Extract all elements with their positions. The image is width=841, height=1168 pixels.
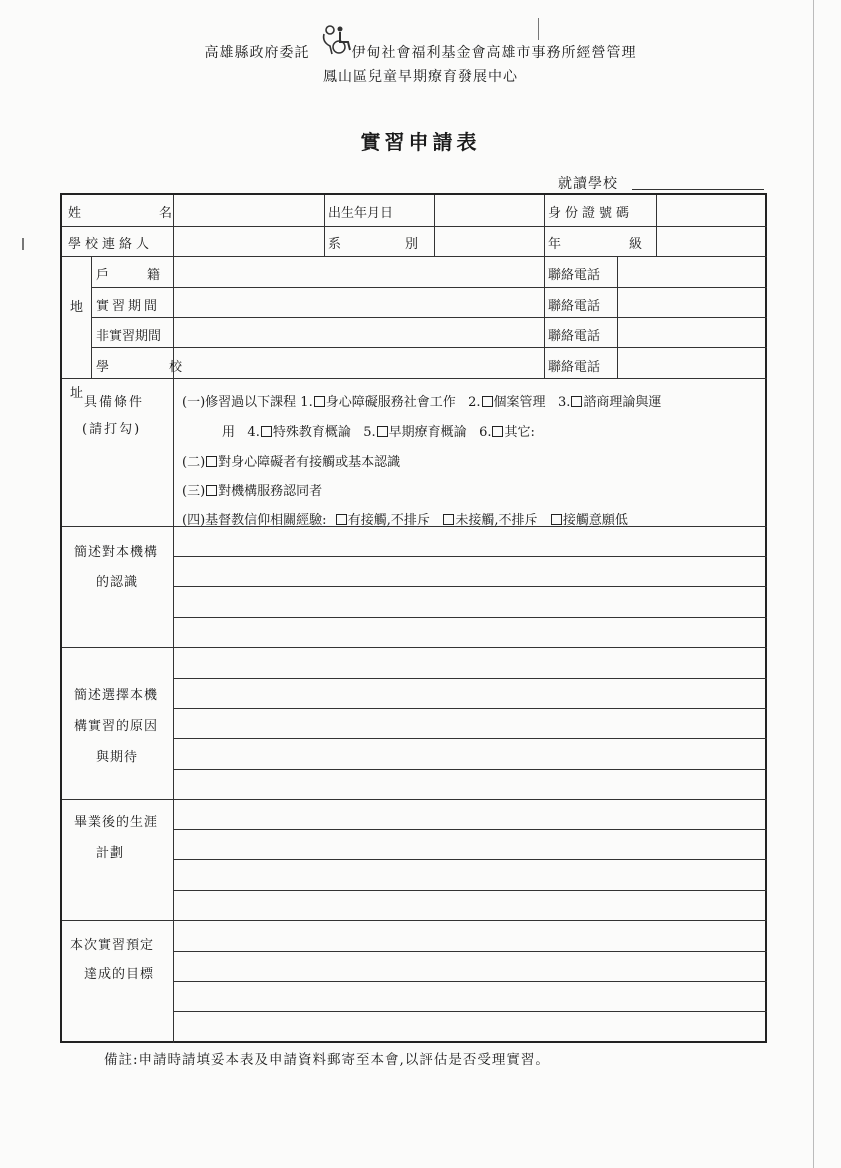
course-label: 諮商理論與運 — [583, 395, 662, 410]
requirements-hint: (請打勾) — [82, 422, 142, 437]
agency-identification-checkbox[interactable] — [206, 485, 217, 496]
scan-speck — [538, 18, 539, 40]
non-intern-period-label: 非實習期間 — [96, 329, 162, 344]
household-phone-field[interactable] — [618, 257, 767, 286]
address-label: 地址 — [70, 300, 84, 401]
school-contact-field[interactable] — [174, 227, 323, 255]
school-address-label: 學校 — [96, 360, 243, 375]
course-checkbox-early-intervention[interactable] — [377, 426, 388, 437]
school-phone-field[interactable] — [618, 348, 767, 377]
form-title: 實習申請表 — [360, 130, 481, 154]
agency-knowledge-field[interactable] — [174, 527, 767, 646]
section-agency-knowledge-label-2: 的認識 — [96, 575, 139, 590]
requirement-item-1 — [182, 391, 661, 410]
item2-prefix: (二) — [182, 455, 206, 470]
household-label: 戶籍 — [96, 268, 199, 283]
header-line1-right: 伊甸社會福利基金會高雄市事務所經營管理 — [351, 45, 637, 61]
section-career-plan-label: 畢業後的生涯 — [74, 815, 159, 830]
application-form-table — [60, 193, 767, 1043]
item4-prefix: (四)基督教信仰相關經驗: — [182, 513, 327, 528]
course-checkbox-social-work[interactable] — [314, 396, 325, 407]
department-label: 系別 — [328, 237, 483, 252]
course-label: 其它: — [504, 425, 535, 440]
course-number: 2. — [468, 395, 481, 410]
career-plan-field[interactable] — [174, 800, 767, 919]
phone-label: 聯絡電話 — [548, 360, 601, 375]
non-intern-period-address-field[interactable] — [174, 318, 543, 346]
section-career-plan-label-2: 計劃 — [96, 846, 125, 861]
phone-label: 聯絡電話 — [548, 329, 601, 344]
course-checkbox-other[interactable] — [492, 426, 503, 437]
faith-low-willingness-checkbox[interactable] — [551, 514, 562, 525]
scan-edge-mark — [813, 0, 814, 1168]
id-number-label: 身份證號碼 — [548, 206, 634, 221]
course-label: 特殊教育概論 — [272, 425, 351, 440]
course-checkbox-counseling[interactable] — [571, 396, 582, 407]
id-number-field[interactable] — [657, 196, 767, 225]
column-divider — [91, 256, 92, 378]
item3-prefix: (三) — [182, 484, 206, 499]
internship-goals-field[interactable] — [174, 921, 767, 1042]
school-name-field[interactable] — [632, 189, 764, 190]
name-field[interactable] — [174, 196, 323, 225]
grade-field[interactable] — [657, 227, 767, 255]
course-label: 用 — [222, 425, 236, 440]
item1-prefix: (一)修習過以下課程 — [182, 395, 297, 410]
faith-option-label: 接觸意願低 — [562, 513, 628, 528]
faith-contact-no-checkbox[interactable] — [443, 514, 454, 525]
grade-label: 年級 — [548, 237, 711, 252]
phone-label: 聯絡電話 — [548, 299, 601, 314]
section-goals-label-2: 達成的目標 — [84, 967, 155, 982]
phone-label: 聯絡電話 — [548, 268, 601, 283]
household-address-field[interactable] — [174, 257, 543, 286]
foundation-logo-icon — [318, 20, 354, 56]
intern-period-label: 實習期間 — [96, 299, 161, 314]
non-intern-period-phone-field[interactable] — [618, 318, 767, 346]
birthdate-field[interactable] — [435, 196, 543, 225]
school-address-field[interactable] — [174, 348, 543, 377]
department-field[interactable] — [435, 227, 543, 255]
school-contact-label: 學校連絡人 — [68, 237, 154, 252]
course-checkbox-case-management[interactable] — [482, 396, 493, 407]
course-checkbox-special-education[interactable] — [261, 426, 272, 437]
section-reason-label-3: 與期待 — [96, 750, 139, 765]
intern-period-address-field[interactable] — [174, 288, 543, 316]
footnote: 備註:申請時請填妥本表及申請資料郵寄至本會,以評估是否受理實習。 — [104, 1052, 550, 1068]
name-label — [68, 202, 251, 221]
header-agency-line — [0, 42, 841, 62]
faith-option-label: 未接觸,不排斥 — [455, 513, 538, 528]
intern-period-phone-field[interactable] — [618, 288, 767, 316]
requirement-item-3 — [182, 480, 322, 499]
disability-awareness-checkbox[interactable] — [206, 456, 217, 467]
course-number: 5. — [363, 425, 376, 440]
item3-label: 對機構服務認同者 — [218, 484, 323, 499]
faith-contact-yes-checkbox[interactable] — [336, 514, 347, 525]
header-line1-left: 高雄縣政府委託 — [204, 45, 310, 61]
scan-speck — [22, 238, 24, 250]
reason-expectation-field[interactable] — [174, 648, 767, 798]
center-name: 鳳山區兒童早期療育發展中心 — [323, 69, 518, 85]
birthdate-label: 出生年月日 — [328, 206, 394, 221]
school-name-label: 就讀學校 — [558, 176, 618, 192]
requirement-item-2 — [182, 451, 400, 470]
course-number: 4. — [247, 425, 260, 440]
course-number: 1. — [300, 395, 313, 410]
faith-option-label: 有接觸,不排斥 — [347, 513, 430, 528]
course-label: 早期療育概論 — [388, 425, 467, 440]
name-label-text: 姓名 — [68, 206, 251, 221]
course-label: 個案管理 — [493, 395, 546, 410]
column-divider — [324, 195, 325, 256]
column-divider — [544, 195, 545, 378]
item2-label: 對身心障礙者有接觸或基本認識 — [218, 455, 401, 470]
course-number: 3. — [557, 395, 571, 410]
section-reason-label: 簡述選擇本機 — [74, 688, 159, 703]
row-divider — [62, 378, 767, 379]
course-label: 身心障礙服務社會工作 — [325, 395, 456, 410]
requirements-label: 具備條件 — [84, 395, 145, 410]
requirement-item-4 — [182, 509, 628, 528]
section-agency-knowledge-label: 簡述對本機構 — [74, 545, 159, 560]
course-number: 6. — [479, 425, 492, 440]
requirement-item-1-cont — [222, 421, 535, 440]
section-goals-label: 本次實習預定 — [70, 938, 155, 953]
section-reason-label-2: 構實習的原因 — [74, 719, 159, 734]
